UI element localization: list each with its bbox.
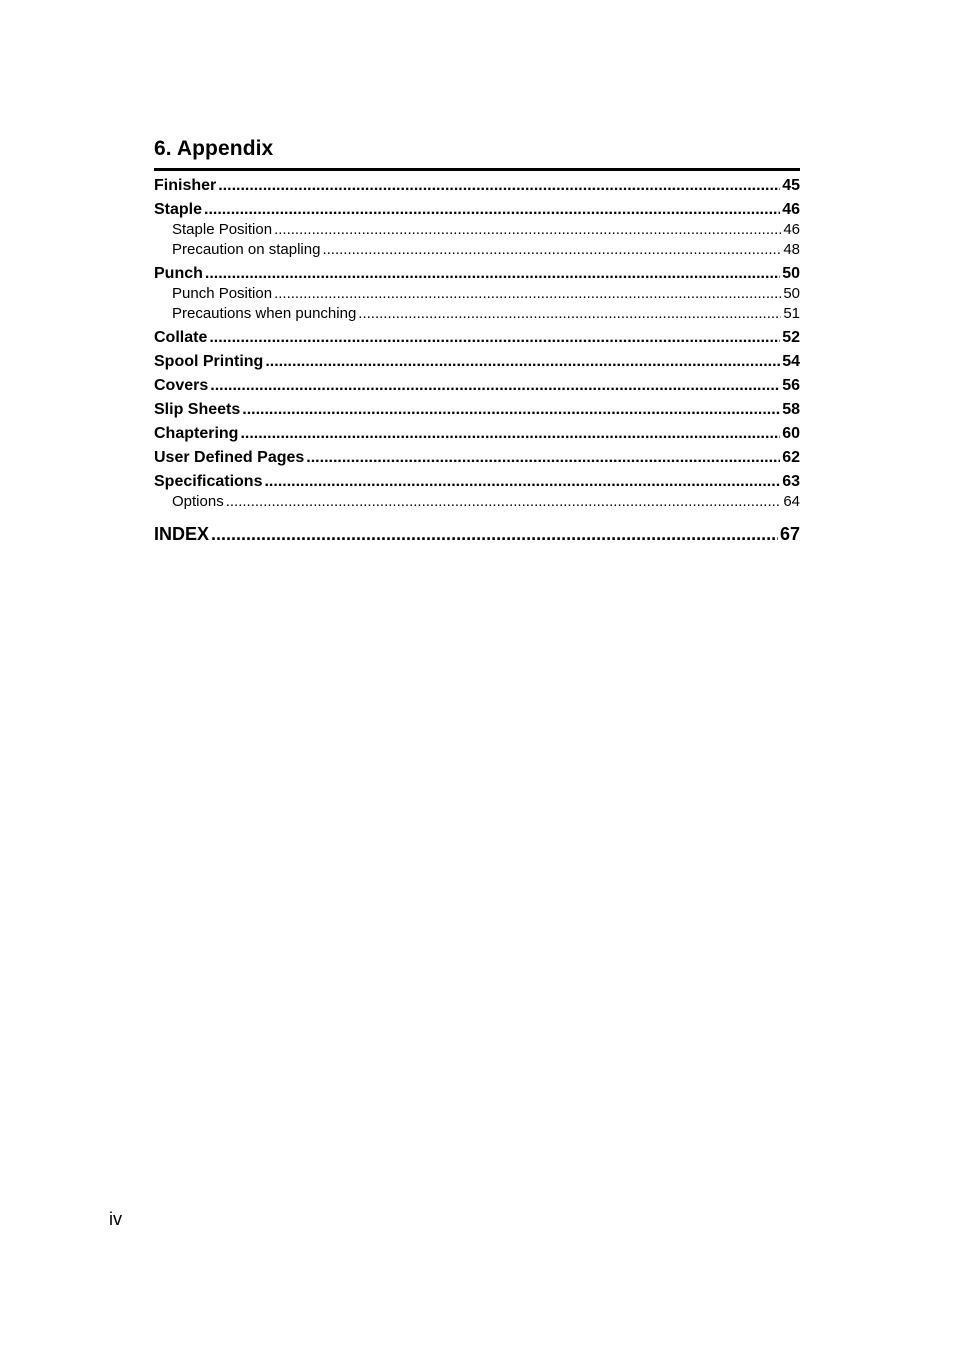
- toc-entry-label: Precaution on stapling: [172, 241, 321, 258]
- toc-entry[interactable]: [154, 400, 800, 424]
- toc-entry-label: Finisher: [154, 177, 217, 194]
- toc-entry-page: 45: [782, 177, 800, 194]
- toc-entry-page: 48: [783, 241, 800, 258]
- toc-entry-label: Specifications: [154, 473, 263, 490]
- toc-dot-leader: [242, 400, 780, 420]
- toc-dot-leader: [306, 448, 780, 468]
- toc-entry-index[interactable]: [154, 522, 800, 548]
- toc-dot-leader: [358, 304, 781, 324]
- toc-entry-page: 50: [782, 265, 800, 282]
- toc-dot-leader: [240, 424, 780, 444]
- toc-dot-leader: [265, 352, 780, 372]
- toc-dot-leader: [274, 284, 781, 304]
- toc-entry-page: 56: [782, 377, 800, 394]
- toc-entry-page: 62: [782, 449, 800, 466]
- toc-dot-leader: [264, 472, 780, 492]
- table-of-contents: [154, 176, 800, 548]
- toc-entry-page: 52: [782, 329, 800, 346]
- toc-entry-label: Precautions when punching: [172, 305, 357, 322]
- toc-entry-label: Chaptering: [154, 425, 239, 442]
- toc-entry[interactable]: [154, 424, 800, 448]
- toc-entry[interactable]: [154, 448, 800, 472]
- toc-entry-page: 51: [783, 305, 800, 322]
- toc-entry[interactable]: [154, 352, 800, 376]
- toc-dot-leader: [274, 220, 781, 240]
- toc-entry-page: 46: [783, 221, 800, 238]
- toc-entry-label: Slip Sheets: [154, 401, 241, 418]
- toc-dot-leader: [204, 200, 780, 220]
- toc-dot-leader: [322, 240, 781, 260]
- toc-subentry[interactable]: [154, 304, 800, 324]
- toc-entry-label: INDEX: [154, 524, 210, 544]
- toc-subentry[interactable]: [154, 220, 800, 240]
- toc-entry[interactable]: [154, 376, 800, 400]
- toc-dot-leader: [218, 176, 780, 196]
- toc-dot-leader: [205, 264, 780, 284]
- toc-dot-leader: [211, 522, 778, 546]
- toc-entry-page: 63: [782, 473, 800, 490]
- toc-entry-label: Punch: [154, 265, 203, 282]
- toc-entry-label: Covers: [154, 377, 209, 394]
- toc-entry-label: Staple Position: [172, 221, 273, 238]
- toc-entry-label: Collate: [154, 329, 208, 346]
- toc-dot-leader: [210, 376, 780, 396]
- toc-entry[interactable]: [154, 328, 800, 352]
- toc-subentry[interactable]: [154, 492, 800, 512]
- toc-entry[interactable]: [154, 176, 800, 200]
- toc-entry-page: 64: [783, 493, 800, 510]
- toc-entry-page: 46: [782, 201, 800, 218]
- toc-entry-label: Punch Position: [172, 285, 273, 302]
- page-number: iv: [109, 1209, 122, 1229]
- toc-entry-label: Staple: [154, 201, 203, 218]
- toc-entry-page: 58: [782, 401, 800, 418]
- toc-dot-leader: [209, 328, 780, 348]
- toc-entry-page: 54: [782, 353, 800, 370]
- toc-subentry[interactable]: [154, 240, 800, 260]
- title-rule: [154, 168, 800, 171]
- chapter-title: 6. Appendix: [154, 137, 274, 160]
- toc-dot-leader: [226, 492, 782, 512]
- toc-entry-label: Spool Printing: [154, 353, 264, 370]
- toc-subentry[interactable]: [154, 284, 800, 304]
- toc-entry-page: 60: [782, 425, 800, 442]
- toc-entry-label: User Defined Pages: [154, 449, 305, 466]
- toc-entry-page: 50: [783, 285, 800, 302]
- toc-entry-page: 67: [779, 524, 800, 544]
- toc-entry-label: Options: [172, 493, 224, 510]
